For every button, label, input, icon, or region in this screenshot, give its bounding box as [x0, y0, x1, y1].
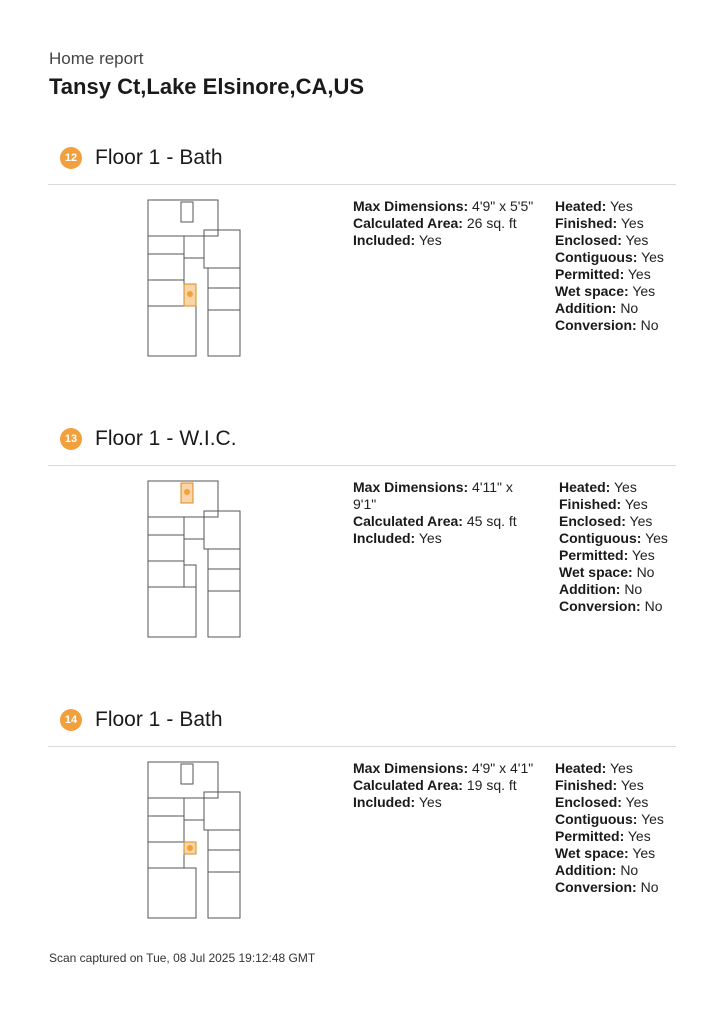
attr-wet-space: Wet space: Yes [555, 845, 656, 861]
room-details [353, 479, 523, 547]
detail-included: Included: Yes [353, 530, 442, 546]
detail-max-dimensions: Max Dimensions: 4'9" x 4'1" [353, 760, 534, 776]
floor-label: Floor 1 [95, 708, 161, 731]
room-heading [60, 143, 223, 173]
floor-label: Floor 1 [95, 427, 161, 450]
report-subtitle: Home report [49, 49, 144, 68]
room-title [95, 146, 223, 170]
detail-included: Included: Yes [353, 232, 442, 248]
detail-calculated-area: Calculated Area: 26 sq. ft [353, 215, 517, 231]
room-section-13 [0, 424, 724, 664]
detail-calculated-area: Calculated Area: 45 sq. ft [353, 513, 517, 529]
detail-included: Included: Yes [353, 794, 442, 810]
attr-contiguous: Contiguous: Yes [555, 811, 664, 827]
attr-wet-space: Wet space: Yes [555, 283, 656, 299]
room-heading [60, 424, 237, 454]
scan-timestamp: Scan captured on Tue, 08 Jul 2025 19:12:48 GMT [49, 951, 316, 965]
attr-permitted: Permitted: Yes [559, 547, 655, 563]
title-separator: - [166, 427, 174, 450]
room-number-badge: 14 [60, 709, 82, 731]
section-divider [48, 465, 676, 466]
detail-max-dimensions: Max Dimensions: 4'9" x 5'5" [353, 198, 534, 214]
attr-enclosed: Enclosed: Yes [555, 794, 649, 810]
room-section-14 [0, 705, 724, 945]
attr-permitted: Permitted: Yes [555, 266, 651, 282]
room-attributes [555, 198, 670, 334]
attr-finished: Finished: Yes [555, 215, 644, 231]
report-title: Tansy Ct,Lake Elsinore,CA,US [49, 74, 365, 99]
title-separator: - [166, 146, 174, 169]
attr-conversion: Conversion: No [555, 879, 659, 895]
attr-conversion: Conversion: No [555, 317, 659, 333]
attr-wet-space: Wet space: No [559, 564, 655, 580]
room-heading [60, 705, 223, 735]
attr-addition: Addition: No [559, 581, 643, 597]
room-attributes [559, 479, 669, 615]
room-title [95, 708, 223, 732]
attr-enclosed: Enclosed: Yes [555, 232, 649, 248]
section-divider [48, 746, 676, 747]
room-attributes [555, 760, 670, 896]
attr-permitted: Permitted: Yes [555, 828, 651, 844]
floor-plan-thumbnail [146, 198, 244, 358]
floor-label: Floor 1 [95, 146, 161, 169]
attr-addition: Addition: No [555, 862, 639, 878]
room-number-badge: 12 [60, 147, 82, 169]
room-name: W.I.C. [179, 427, 237, 450]
room-name: Bath [179, 708, 223, 731]
room-number-badge: 13 [60, 428, 82, 450]
room-title [95, 427, 237, 451]
attr-conversion: Conversion: No [559, 598, 663, 614]
attr-heated: Heated: Yes [555, 760, 633, 776]
room-details [353, 198, 538, 249]
attr-contiguous: Contiguous: Yes [559, 530, 668, 546]
room-section-12 [0, 143, 724, 383]
attr-finished: Finished: Yes [555, 777, 644, 793]
room-details [353, 760, 538, 811]
section-divider [48, 184, 676, 185]
floor-plan-thumbnail [146, 760, 244, 920]
attr-addition: Addition: No [555, 300, 639, 316]
attr-contiguous: Contiguous: Yes [555, 249, 664, 265]
title-separator: - [166, 708, 174, 731]
room-name: Bath [179, 146, 223, 169]
detail-calculated-area: Calculated Area: 19 sq. ft [353, 777, 517, 793]
attr-heated: Heated: Yes [559, 479, 637, 495]
attr-finished: Finished: Yes [559, 496, 648, 512]
attr-enclosed: Enclosed: Yes [559, 513, 653, 529]
detail-max-dimensions: Max Dimensions: 4'11" x 9'1" [353, 479, 513, 512]
attr-heated: Heated: Yes [555, 198, 633, 214]
floor-plan-thumbnail [146, 479, 244, 639]
